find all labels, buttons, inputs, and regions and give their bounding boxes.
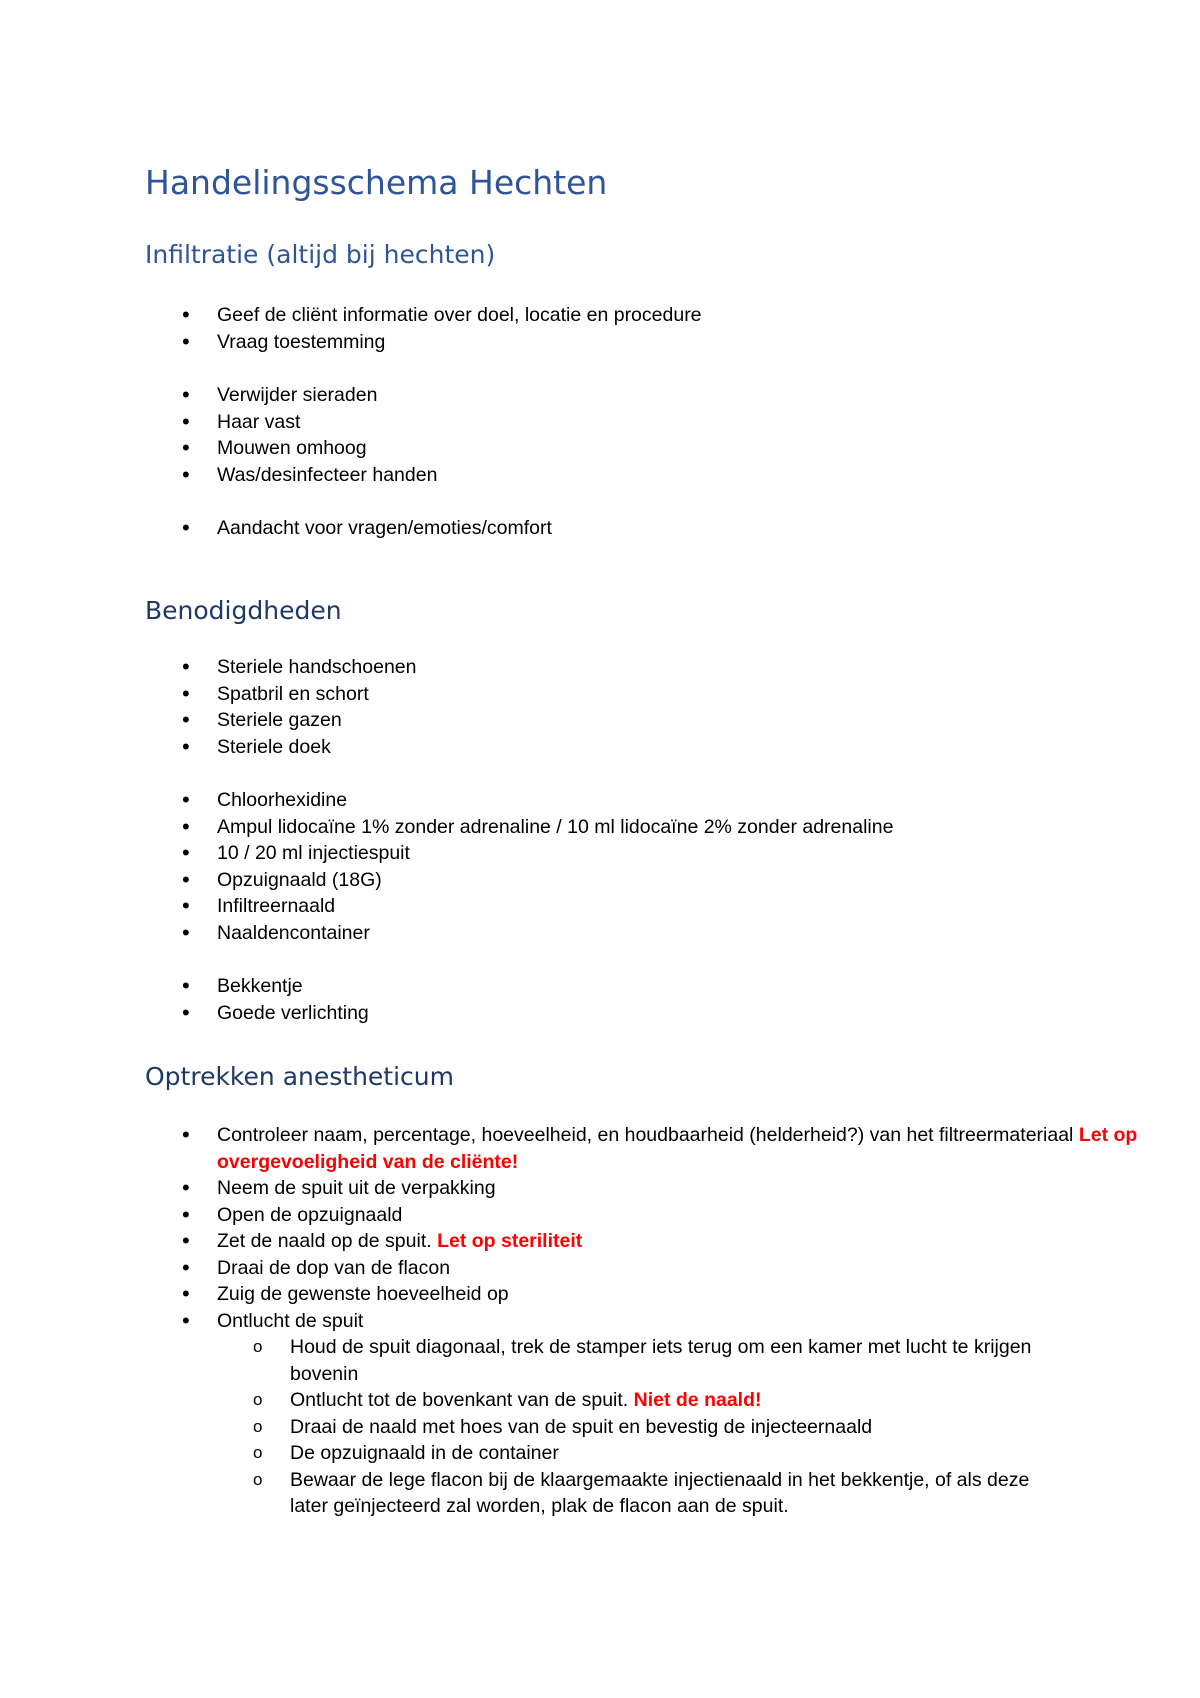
- list-item: [0, 681, 1200, 708]
- list-item-text: Spatbril en schort: [217, 682, 369, 705]
- list-spacer: [0, 355, 1200, 382]
- list-item: [0, 734, 1200, 761]
- warning-text: Let op overgevoeligheid van de cliënte!: [217, 1124, 1138, 1173]
- sub-list-item: [0, 1414, 1200, 1441]
- list-item-text: Steriele handschoenen: [217, 656, 417, 678]
- list-spacer: [0, 760, 1200, 787]
- list-item: [0, 1255, 1200, 1282]
- list-item: [0, 787, 1200, 814]
- list-benodigdheden: [0, 654, 1200, 1026]
- list-spacer: [0, 946, 1200, 973]
- list-item-text: Opzuignaald (18G): [217, 868, 382, 891]
- list-item-text: Verwijder sieraden: [217, 384, 378, 406]
- list-item: [0, 867, 1200, 894]
- list-item-text: Open de opzuignaald: [217, 1203, 403, 1226]
- list-item: [0, 920, 1200, 947]
- document-title: Handelingsschema Hechten: [145, 163, 608, 202]
- list-item-text: Ampul lidocaïne 1% zonder adrenaline / 10 ml lidocaïne 2% zonder adrenaline: [217, 815, 894, 838]
- list-item: [0, 462, 1200, 489]
- list-item-text: Aandacht voor vragen/emoties/comfort: [217, 517, 552, 539]
- list-item: [0, 893, 1200, 920]
- list-item: [0, 973, 1200, 1000]
- list-item-text: Ontlucht de spuit: [217, 1309, 364, 1332]
- list-item: [0, 329, 1200, 356]
- list-item: [0, 409, 1200, 436]
- list-item-text: Geef de cliënt informatie over doel, locatie en procedure: [217, 304, 702, 326]
- section-heading-infiltratie: Infiltratie (altijd bij hechten): [145, 240, 496, 269]
- list-item-text: Zet de naald op de spuit.: [217, 1230, 438, 1252]
- list-item-text: Bewaar de lege flacon bij de klaargemaakte injectienaald in het bekkentje, of als deze later geïnjecteerd zal worden, plak de flacon aan de spuit.: [290, 1468, 1030, 1517]
- list-item-text: Was/desinfecteer handen: [217, 463, 438, 486]
- warning-text: Let op steriliteit: [437, 1230, 583, 1252]
- list-item-text: Goede verlichting: [217, 1001, 369, 1024]
- list-item: [0, 435, 1200, 462]
- list-item-text: Mouwen omhoog: [217, 437, 367, 459]
- list-item: [0, 1202, 1200, 1229]
- list-item-text: Haar vast: [217, 410, 301, 433]
- section-heading-benodigdheden: Benodigdheden: [145, 596, 342, 625]
- list-item-text: Houd de spuit diagonaal, trek de stamper iets terug om een kamer met lucht te krijgen bovenin: [290, 1336, 1032, 1385]
- list-item: [0, 1228, 1200, 1255]
- list-item: [0, 707, 1200, 734]
- section-heading-optrekken-anestheticum: Optrekken anestheticum: [145, 1062, 454, 1091]
- list-optrekken-anestheticum: [0, 1122, 1200, 1520]
- list-item: [0, 1175, 1200, 1202]
- sub-list-item: [0, 1334, 1200, 1387]
- list-item-text: Controleer naam, percentage, hoeveelheid, en houdbaarheid (helderheid?) van het filtreermateriaal: [217, 1124, 1079, 1146]
- list-item: [0, 1000, 1200, 1027]
- list-item: [0, 1122, 1200, 1175]
- list-item-text: Ontlucht tot de bovenkant van de spuit.: [290, 1389, 634, 1411]
- list-item-text: Zuig de gewenste hoeveelheid op: [217, 1283, 509, 1305]
- list-infiltratie: [0, 302, 1200, 542]
- list-item: [0, 515, 1200, 542]
- list-item-text: Chloorhexidine: [217, 789, 348, 811]
- list-item: [0, 382, 1200, 409]
- warning-text: Niet de naald!: [633, 1389, 762, 1411]
- list-item: [0, 654, 1200, 681]
- list-item: [0, 1308, 1200, 1335]
- list-item-text: Draai de naald met hoes van de spuit en bevestig de injecteernaald: [290, 1415, 873, 1438]
- sub-list-item: [0, 1440, 1200, 1467]
- list-item-text: Steriele doek: [217, 735, 331, 758]
- list-item-text: 10 / 20 ml injectiespuit: [217, 842, 410, 864]
- list-item-text: Naaldencontainer: [217, 921, 370, 944]
- list-item: [0, 302, 1200, 329]
- sub-list-item: [0, 1387, 1200, 1414]
- list-item: [0, 814, 1200, 841]
- list-item-text: Steriele gazen: [217, 709, 342, 731]
- list-item-text: Vraag toestemming: [217, 330, 386, 353]
- list-item-text: Draai de dop van de flacon: [217, 1256, 451, 1279]
- list-item-text: Neem de spuit uit de verpakking: [217, 1177, 496, 1199]
- list-item: [0, 1281, 1200, 1308]
- list-item-text: Infiltreernaald: [217, 895, 336, 917]
- sub-list-item: [0, 1467, 1200, 1520]
- list-spacer: [0, 488, 1200, 515]
- list-item: [0, 840, 1200, 867]
- list-item-text: De opzuignaald in de container: [290, 1442, 559, 1464]
- list-item-text: Bekkentje: [217, 975, 303, 997]
